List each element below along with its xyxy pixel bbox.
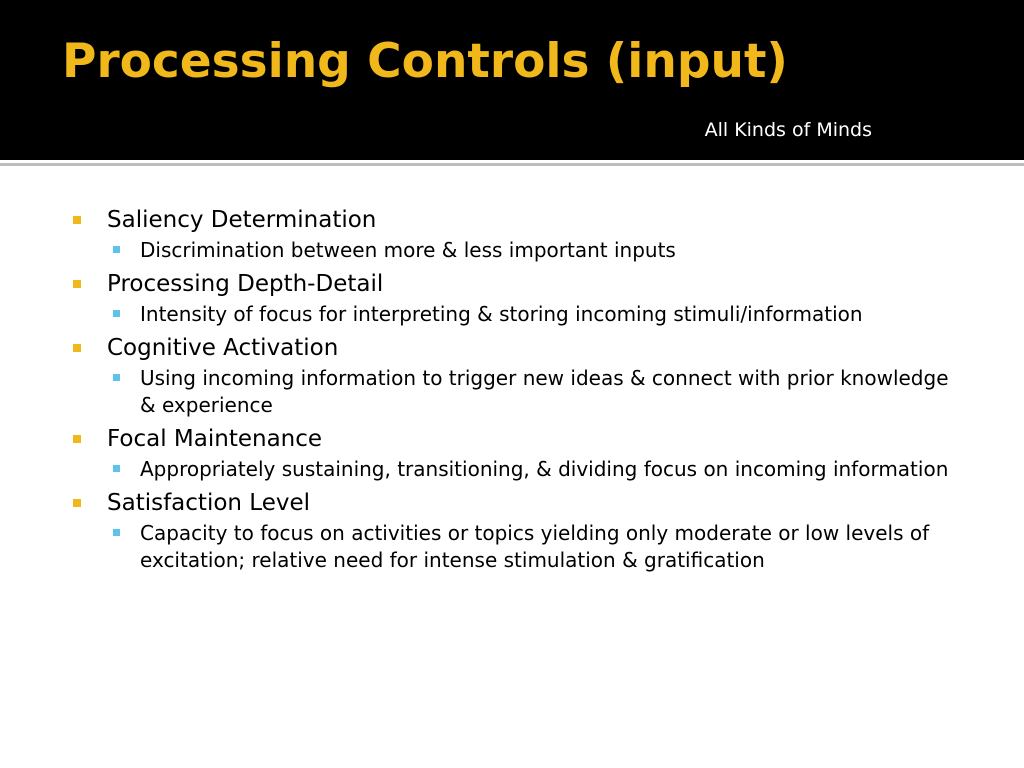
header-divider (0, 163, 1024, 166)
square-bullet-icon (73, 499, 81, 507)
title-bar (0, 0, 1024, 160)
bullet-item (70, 487, 970, 520)
square-bullet-icon (73, 435, 81, 443)
bullet-item (70, 423, 970, 456)
square-bullet-icon (73, 344, 81, 352)
bullet-text: Saliency Determination (107, 207, 377, 233)
bullet-item (70, 204, 970, 237)
bullet-text: Processing Depth-Detail (107, 271, 384, 297)
square-bullet-icon (113, 529, 120, 536)
bullet-text: Cognitive Activation (107, 335, 339, 361)
bullet-list (70, 204, 970, 578)
bullet-item (70, 268, 970, 301)
square-bullet-icon (113, 310, 120, 317)
sub-bullet-text: Capacity to focus on activities or topics yielding only moderate or low levels of excitation; relative need for intense stimulation & gratification (140, 521, 930, 572)
sub-bullet-item (70, 365, 960, 419)
bullet-text: Focal Maintenance (107, 426, 323, 452)
slide-title: Processing Controls (input) (62, 34, 788, 89)
sub-bullet-item (70, 301, 960, 328)
sub-bullet-item (70, 456, 960, 483)
square-bullet-icon (113, 374, 120, 381)
slide-subtitle: All Kinds of Minds (704, 119, 872, 141)
sub-bullet-text: Intensity of focus for interpreting & storing incoming stimuli/information (140, 302, 863, 326)
sub-bullet-text: Appropriately sustaining, transitioning, & dividing focus on incoming information (140, 457, 949, 481)
sub-bullet-item (70, 520, 960, 574)
square-bullet-icon (113, 465, 120, 472)
sub-bullet-text: Discrimination between more & less important inputs (140, 238, 676, 262)
sub-bullet-text: Using incoming information to trigger new ideas & connect with prior knowledge & experience (140, 366, 949, 417)
square-bullet-icon (73, 280, 81, 288)
bullet-text: Satisfaction Level (107, 490, 311, 516)
sub-bullet-item (70, 237, 960, 264)
square-bullet-icon (113, 246, 120, 253)
bullet-item (70, 332, 970, 365)
square-bullet-icon (73, 216, 81, 224)
